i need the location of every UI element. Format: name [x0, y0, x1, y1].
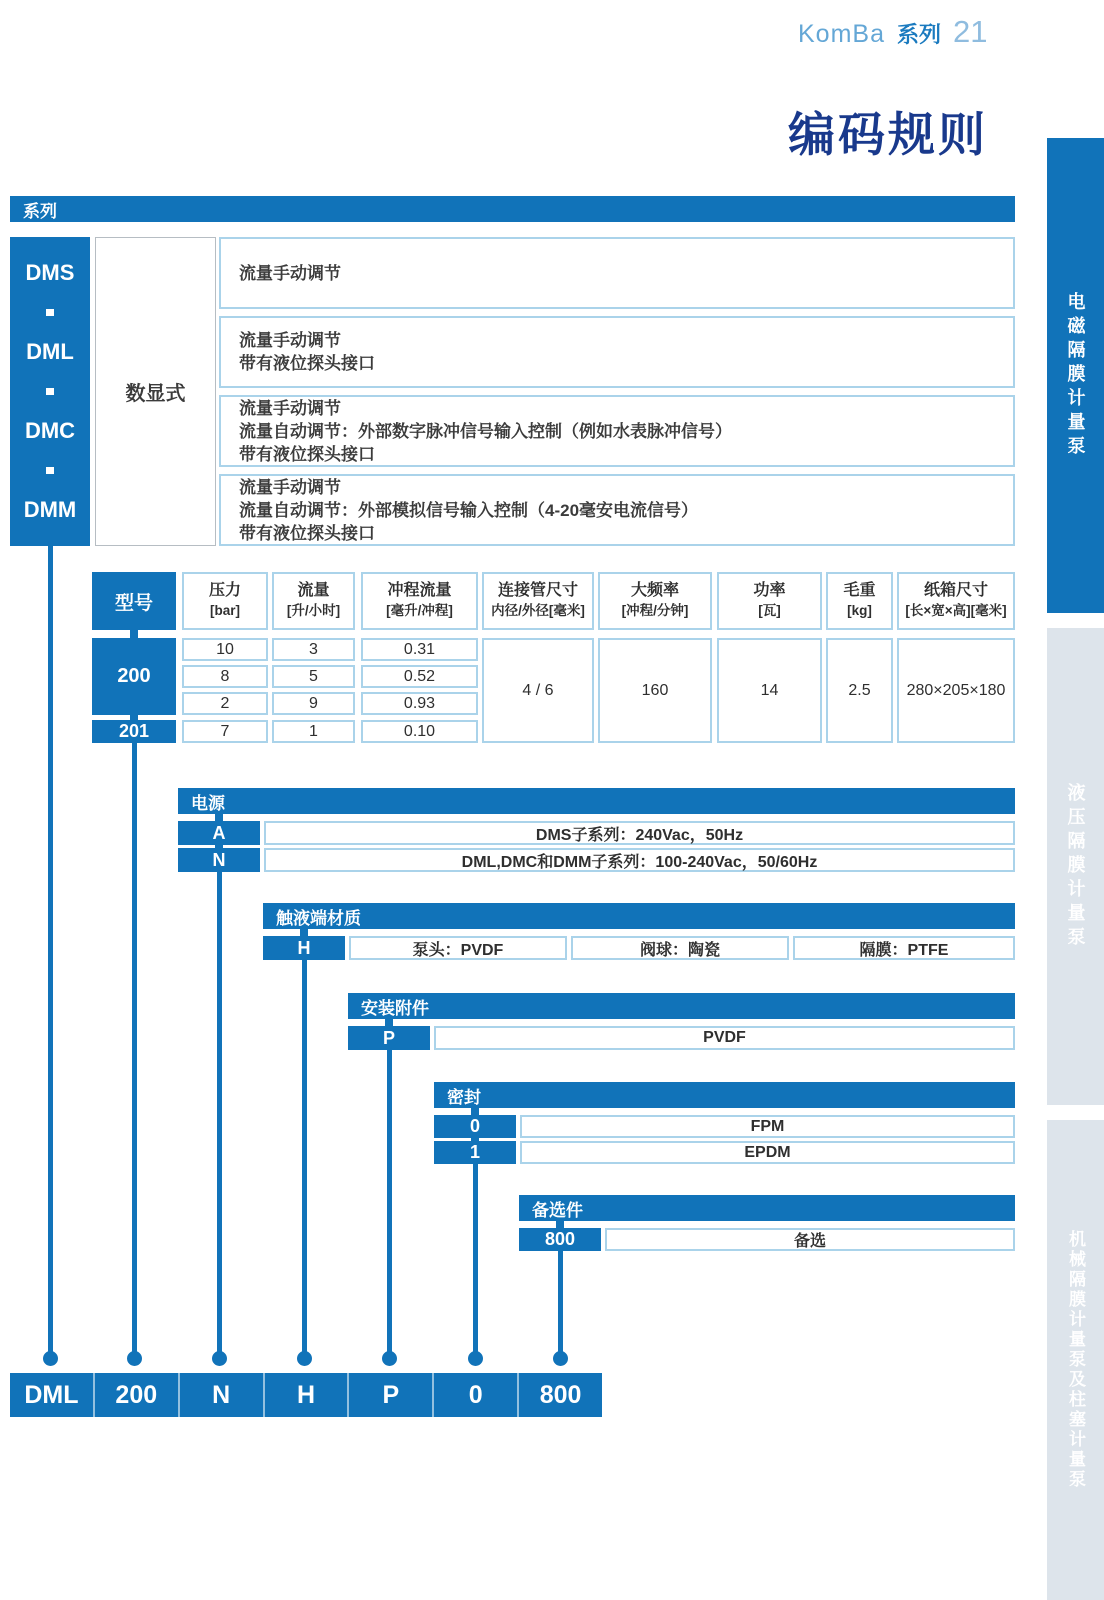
seal-section-label: 密封 [447, 1087, 481, 1107]
options-section-bar [519, 1195, 1015, 1221]
col-header-flow: 流量 [升/小时] [272, 572, 355, 630]
power-value-a: DMS子系列：240Vac，50Hz [264, 821, 1015, 845]
seal-value-fpm: FPM [520, 1115, 1015, 1138]
sidebar-tab-label: 电磁隔膜计量泵 [1065, 291, 1086, 460]
table-cell: 0.52 [361, 665, 478, 688]
model-201: 201 [92, 720, 176, 743]
series-desc-dms [219, 237, 1015, 309]
desc-line: 流量手动调节 [239, 331, 341, 350]
code-segment-material: H [265, 1373, 350, 1417]
wetted-code-h: H [263, 936, 345, 960]
mounting-section-bar [348, 993, 1015, 1019]
power-section-label: 电源 [191, 793, 225, 813]
series-section-bar [10, 196, 1015, 222]
connector-line [48, 546, 53, 1356]
connector-line [387, 1050, 392, 1356]
table-cell: 0.93 [361, 692, 478, 715]
power-code-n: N [178, 848, 260, 872]
sidebar-tab-mechanical-diaphragm-plunger-pump [1047, 1120, 1104, 1600]
sidebar-tab-label: 液压隔膜计量泵 [1065, 782, 1086, 951]
cell-power: 14 [717, 638, 822, 743]
desc-line: 带有液位探头接口 [239, 444, 375, 464]
code-segment-option: 800 [539, 1380, 582, 1409]
wetted-diaphragm: 隔膜：PTFE [793, 936, 1015, 960]
code-segment-mounting: P [349, 1373, 434, 1417]
col-header-carton-size: 纸箱尺寸 [长×宽×高][毫米] [897, 572, 1015, 630]
code-segment-model: 200 [95, 1373, 180, 1417]
desc-line: 带有液位探头接口 [239, 523, 375, 543]
model-200: 200 [92, 638, 176, 715]
connector-stub [130, 630, 138, 638]
series-desc-dmm [219, 474, 1015, 546]
series-code-dmm: DMM [10, 474, 90, 546]
wetted-pump-head: 泵头：PVDF [349, 936, 567, 960]
code-segment-series: DML [10, 1373, 95, 1417]
table-cell: 5 [272, 665, 355, 688]
display-type-box: 数显式 [95, 237, 216, 546]
series-connector [10, 309, 90, 316]
code-segment-power: N [180, 1373, 265, 1417]
desc-line: 流量自动调节：外部数字脉冲信号输入控制（例如水表脉冲信号） [239, 421, 732, 441]
connector-line [473, 1164, 478, 1356]
model-header: 型号 [92, 572, 176, 630]
col-header-pipe-size: 连接管尺寸 内径/外径[毫米] [482, 572, 594, 630]
power-section-bar [178, 788, 1015, 814]
series-desc-dmc [219, 395, 1015, 467]
cell-gross-weight: 2.5 [826, 638, 893, 743]
options-code-800: 800 [519, 1228, 601, 1251]
connector-line [132, 743, 137, 1356]
table-cell: 0.10 [361, 720, 478, 743]
series-code-dms: DMS [10, 237, 90, 309]
mounting-value: PVDF [434, 1026, 1015, 1050]
connector-line [302, 960, 307, 1356]
table-cell: 8 [182, 665, 268, 688]
brand-series-label: 系列 [896, 22, 941, 47]
options-section-label: 备选件 [532, 1200, 583, 1220]
connector-stub [385, 1019, 393, 1026]
desc-line: 流量手动调节 [239, 263, 341, 283]
wetted-section-label: 触液端材质 [276, 908, 361, 928]
wetted-section-bar [263, 903, 1015, 929]
cell-max-frequency: 160 [598, 638, 712, 743]
col-header-stroke-flow: 冲程流量 [毫升/冲程] [361, 572, 478, 630]
connector-dot [212, 1351, 227, 1366]
connector-line [217, 872, 222, 1356]
series-section-label: 系列 [23, 201, 57, 221]
connector-dot [127, 1351, 142, 1366]
table-cell: 9 [272, 692, 355, 715]
series-connector [10, 388, 90, 395]
power-code-a: A [178, 821, 260, 845]
sidebar-tab-solenoid-diaphragm-pump [1047, 138, 1104, 613]
connector-dot [43, 1351, 58, 1366]
table-cell: 7 [182, 720, 268, 743]
connector-stub [471, 1108, 479, 1115]
options-value: 备选 [605, 1228, 1015, 1251]
mounting-section-label: 安装附件 [361, 998, 429, 1018]
col-header-max-frequency: 大频率 [冲程/分钟] [598, 572, 712, 630]
table-cell: 2 [182, 692, 268, 715]
desc-line: 流量手动调节 [239, 477, 341, 497]
col-header-power: 功率 [瓦] [717, 572, 822, 630]
connector-line [558, 1251, 563, 1356]
table-cell: 3 [272, 638, 355, 661]
wetted-valve-ball: 阀球：陶瓷 [571, 936, 789, 960]
power-value-n: DML,DMC和DMM子系列：100-240Vac，50/60Hz [264, 848, 1015, 872]
brand-name: KomBa [798, 20, 885, 48]
col-header-pressure: 压力 [bar] [182, 572, 268, 630]
cell-carton-size: 280×205×180 [897, 638, 1015, 743]
col-header-gross-weight: 毛重 [kg] [826, 572, 893, 630]
sidebar-tab-hydraulic-diaphragm-pump [1047, 628, 1104, 1105]
cell-pipe-size: 4 / 6 [482, 638, 594, 743]
page-number: 21 [953, 14, 988, 49]
page-title: 编码规则 [788, 108, 988, 161]
page-header [798, 14, 987, 50]
code-segment-seal: 0 [434, 1373, 519, 1417]
connector-stub [300, 929, 308, 936]
connector-dot [297, 1351, 312, 1366]
series-code-dmc: DMC [10, 395, 90, 467]
seal-section-bar [434, 1082, 1015, 1108]
connector-dot [468, 1351, 483, 1366]
connector-stub [556, 1221, 564, 1228]
seal-value-epdm: EPDM [520, 1141, 1015, 1164]
desc-line: 带有液位探头接口 [239, 354, 375, 373]
table-cell: 0.31 [361, 638, 478, 661]
sidebar-tab-label: 机械隔膜计量泵及柱塞计量泵 [1066, 1230, 1085, 1490]
desc-line: 流量手动调节 [239, 398, 341, 418]
connector-stub [215, 814, 223, 821]
connector-dot [382, 1351, 397, 1366]
seal-code-0: 0 [434, 1115, 516, 1138]
order-code-bar [10, 1373, 602, 1417]
series-code-dml: DML [10, 316, 90, 388]
table-cell: 1 [272, 720, 355, 743]
series-connector [10, 467, 90, 474]
mounting-code-p: P [348, 1026, 430, 1050]
series-desc-dml [219, 316, 1015, 388]
desc-line: 流量自动调节：外部模拟信号输入控制（4-20毫安电流信号） [239, 500, 699, 520]
seal-code-1: 1 [434, 1141, 516, 1164]
connector-dot [553, 1351, 568, 1366]
table-cell: 10 [182, 638, 268, 661]
